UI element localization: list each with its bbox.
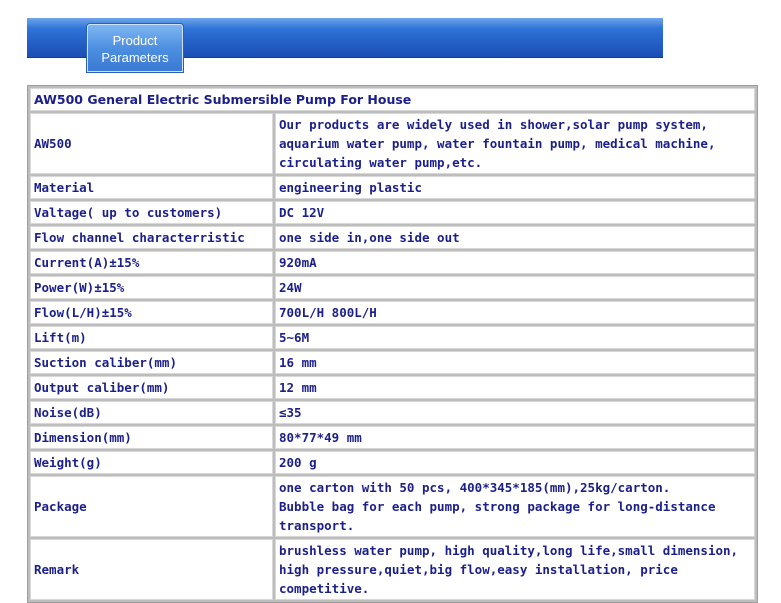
- tab-label-line2: Parameters: [101, 50, 169, 65]
- row-value: brushless water pump, high quality,long life,small dimension, high pressure,quiet,big flow,easy installation, price competitive.: [275, 539, 755, 600]
- table-title-row: [30, 88, 755, 111]
- table-row: [30, 326, 755, 349]
- row-label: AW500: [30, 113, 273, 174]
- row-value: engineering plastic: [275, 176, 755, 199]
- parameters-table: [27, 85, 758, 603]
- row-value: one carton with 50 pcs, 400*345*185(mm),25kg/carton. Bubble bag for each pump, strong package for long-distance transport.: [275, 476, 755, 537]
- table-row: [30, 476, 755, 537]
- row-value: 700L/H 800L/H: [275, 301, 755, 324]
- table-row: [30, 201, 755, 224]
- table-title: AW500 General Electric Submersible Pump For House: [30, 88, 755, 111]
- row-label: Weight(g): [30, 451, 273, 474]
- row-value: 24W: [275, 276, 755, 299]
- row-value: DC 12V: [275, 201, 755, 224]
- tab-label-line1: Product: [112, 33, 158, 48]
- row-label: Output caliber(mm): [30, 376, 273, 399]
- table-row: [30, 176, 755, 199]
- table-row: [30, 351, 755, 374]
- row-label: Current(A)±15%: [30, 251, 273, 274]
- row-value: ≤35: [275, 401, 755, 424]
- row-label: Valtage( up to customers): [30, 201, 273, 224]
- row-label: Lift(m): [30, 326, 273, 349]
- table-row: [30, 301, 755, 324]
- row-value: 200 g: [275, 451, 755, 474]
- row-value: 80*77*49 mm: [275, 426, 755, 449]
- table-row: [30, 426, 755, 449]
- table-row: [30, 539, 755, 600]
- row-value: Our products are widely used in shower,solar pump system, aquarium water pump, water fountain pump, medical machine, circulating water pump,etc.: [275, 113, 755, 174]
- row-value: 5~6M: [275, 326, 755, 349]
- row-value: 920mA: [275, 251, 755, 274]
- row-label: Suction caliber(mm): [30, 351, 273, 374]
- table-row: [30, 276, 755, 299]
- row-label: Package: [30, 476, 273, 537]
- section-header-bar: [27, 18, 663, 65]
- row-label: Dimension(mm): [30, 426, 273, 449]
- table-row: [30, 401, 755, 424]
- row-label: Flow(L/H)±15%: [30, 301, 273, 324]
- table-row: [30, 226, 755, 249]
- row-value: 16 mm: [275, 351, 755, 374]
- product-parameters-tab[interactable]: [87, 24, 183, 72]
- row-label: Power(W)±15%: [30, 276, 273, 299]
- row-label: Noise(dB): [30, 401, 273, 424]
- row-label: Material: [30, 176, 273, 199]
- table-row: [30, 113, 755, 174]
- row-label: Flow channel characterristic: [30, 226, 273, 249]
- row-value: one side in,one side out: [275, 226, 755, 249]
- row-value: 12 mm: [275, 376, 755, 399]
- row-label: Remark: [30, 539, 273, 600]
- table-row: [30, 451, 755, 474]
- table-row: [30, 376, 755, 399]
- table-row: [30, 251, 755, 274]
